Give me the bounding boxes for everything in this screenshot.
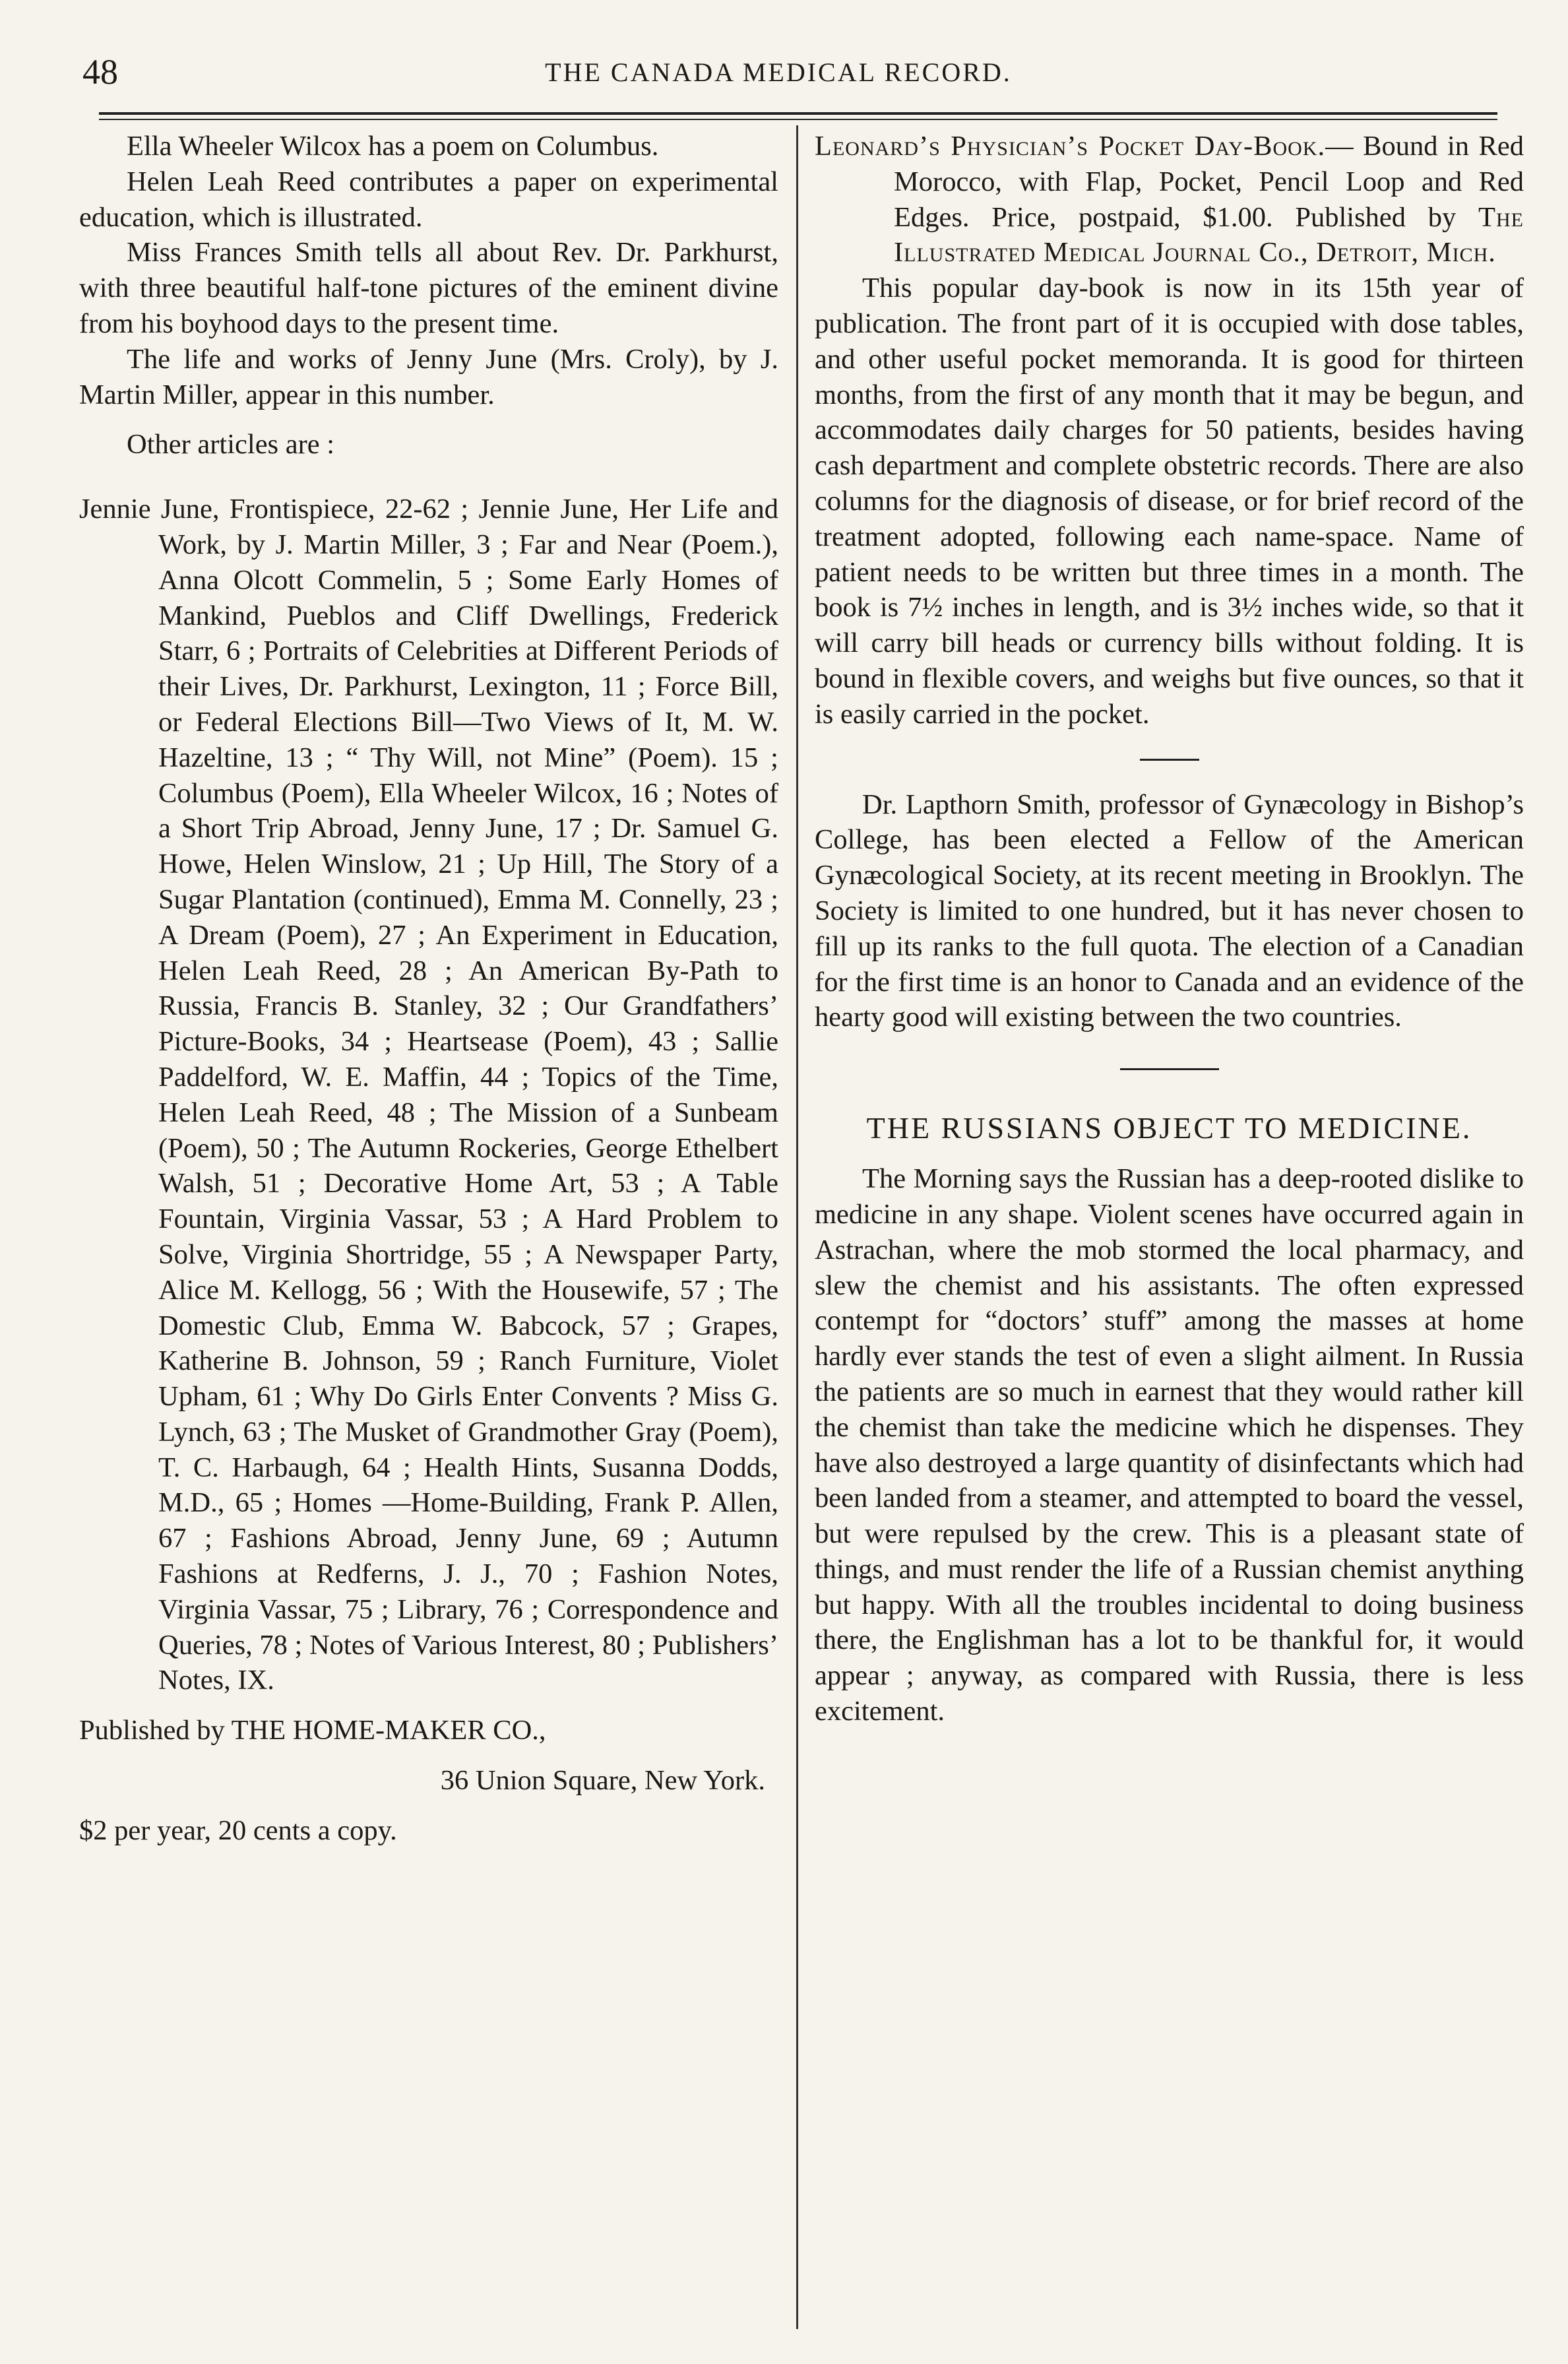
running-title: THE CANADA MEDICAL RECORD. [545,57,1012,87]
daybook-notice [815,129,1524,271]
header-rule [99,112,1497,115]
daybook-paragraph: This popular day-book is now in its 15th year of publication. The front part of it is occupied with dose tables, and other useful pocket memoranda. It is good for thirteen months, from the first of any month that it may be begun, and accommodates daily charges for 50 patients, besides having cash department and complete obstetric records. There are also columns for the diagnosis of disease, or for brief record of the treatment adopted, following each name-space. Name of patient needs to be written but three times in a month. The book is 7½ inches in length, and is 3½ inches wide, so that it will carry bill heads or currency bills without folding. It is bound in flexible covers, and weighs but five ounces, so that it is easily carried in the pocket. [815,272,1524,730]
other-articles-label: Other articles are : [127,429,335,461]
russians-heading: THE RUSSIANS OBJECT TO MEDICINE. [866,1111,1472,1145]
lapthorn-smith-paragraph: Dr. Lapthorn Smith, professor of Gynæcology in Bishop’s College, has been elected a Fellow of the American Gynæcological Society, at its recent meeting in Brooklyn. The Society is limited to one hundred, but it has never chosen to fill up its ranks to the full quota. The election of a Canadian for the first time is an honor to Canada and an evidence of the hearty good will existing between the two countries. [815,788,1524,1033]
daybook-publisher: The Illustrated Medical Journal Co., Detroit, Mich. [894,201,1524,269]
wilcox-paragraph: Ella Wheeler Wilcox has a poem on Columbus. [127,131,659,162]
header-rule-thin [99,119,1497,120]
right-column [815,129,1524,1729]
publisher-line: Published by THE HOME-MAKER CO., [79,1715,546,1746]
column-divider [796,125,798,2329]
articles-list: Jennie June, Frontispiece, 22-62 ; Jennie June, Her Life and Work, by J. Martin Miller, 3 ; Far and Near (Poem.), Anna Olcott Commelin, 5 ; Some Early Homes of Mankind, Pueblos and Cliff Dwellings, Frederick Starr, 6 ; Portraits of Celebrities at Different Periods of their Lives, Dr. Parkhurst, Lexington, 11 ; Force Bill, or Federal Elections Bill—Two Views of It, M. W. Hazeltine, 13 ; “ Thy Will, not Mine” (Poem). 15 ; Columbus (Poem), Ella Wheeler Wilcox, 16 ; Notes of a Short Trip Abroad, Jenny June, 17 ; Dr. Samuel G. Howe, Helen Winslow, 21 ; Up Hill, The Story of a Sugar Plantation (continued), Emma M. Connelly, 23 ; A Dream (Poem), 27 ; An Experiment in Education, Helen Leah Reed, 28 ; An American By-Path to Russia, Francis B. Stanley, 32 ; Our Grandfathers’ Picture-Books, 34 ; Heartsease (Poem), 43 ; Sallie Paddelford, W. E. Maffin, 44 ; Topics of the Time, Helen Leah Reed, 48 ; The Mission of a Sunbeam (Poem), 50 ; The Autumn Rockeries, George Ethelbert Walsh, 51 ; Decorative Home Art, 53 ; A Table Fountain, Virginia Vassar, 53 ; A Hard Problem to Solve, Virginia Shortridge, 55 ; A Newspaper Party, Alice M. Kellogg, 56 ; With the Housewife, 57 ; The Domestic Club, Emma W. Babcock, 57 ; Grapes, Katherine B. Johnson, 59 ; Ranch Furniture, Violet Upham, 61 ; Why Do Girls Enter Convents ? Miss G. Lynch, 63 ; The Musket of Grandmother Gray (Poem), T. C. Harbaugh, 64 ; Health Hints, Susanna Dodds, M.D., 65 ; Homes —Home-Building, Frank P. Allen, 67 ; Fashions Abroad, Jenny June, 69 ; Autumn Fashions at Redferns, J. J., 70 ; Fashion Notes, Virginia Vassar, 75 ; Library, 76 ; Correspondence and Queries, 78 ; Notes of Various Interest, 80 ; Publishers’ Notes, IX. [79,494,778,1696]
russians-paragraph: The Morning says the Russian has a deep-rooted dislike to medicine in any shape. Violent scenes have occurred again in Astrachan, where the mob stormed the local pharmacy, and slew the chemist and his assistants. The often expressed contempt for “doctors’ stuff” among the masses at home hardly ever stands the test of even a slight ailment. In Russia the patients are so much in earnest that they would rather kill the chemist than take the medicine which he dispenses. They have also destroyed a large quantity of disinfectants which had been landed from a steamer, and attempted to board the vessel, but were repulsed by the crew. This is a pleasant state of things, and must render the life of a Russian chemist anything but happy. With all the troubles incidental to doing business there, the Englishman has a lot to be thankful for, it would appear ; anyway, as compared with Russia, there is less excitement. [815,1163,1524,1727]
reed-paragraph: Helen Leah Reed contributes a paper on experimental education, which is illustrated. [79,166,778,233]
price-line: $2 per year, 20 cents a copy. [79,1814,397,1846]
page-header [40,51,1517,104]
page-number: 48 [82,52,118,92]
daybook-title: Leonard’s Physician’s Pocket Day-Book. [815,131,1326,162]
section-separator-long [1120,1068,1219,1070]
address-line: 36 Union Square, New York. [440,1765,765,1797]
jenny-june-paragraph: The life and works of Jenny June (Mrs. Croly), by J. Martin Miller, appear in this number. [79,343,778,410]
daybook-details: — Bound in Red Morocco, with Flap, Pocket, Pencil Loop and Red Edges. Price, postpaid, $1.00. Published by [894,131,1524,233]
section-separator [1140,759,1199,761]
smith-paragraph: Miss Frances Smith tells all about Rev. Dr. Parkhurst, with three beautiful half-tone pictures of the eminent divine from his boyhood days to the present time. [79,237,778,339]
left-column [79,129,778,1849]
